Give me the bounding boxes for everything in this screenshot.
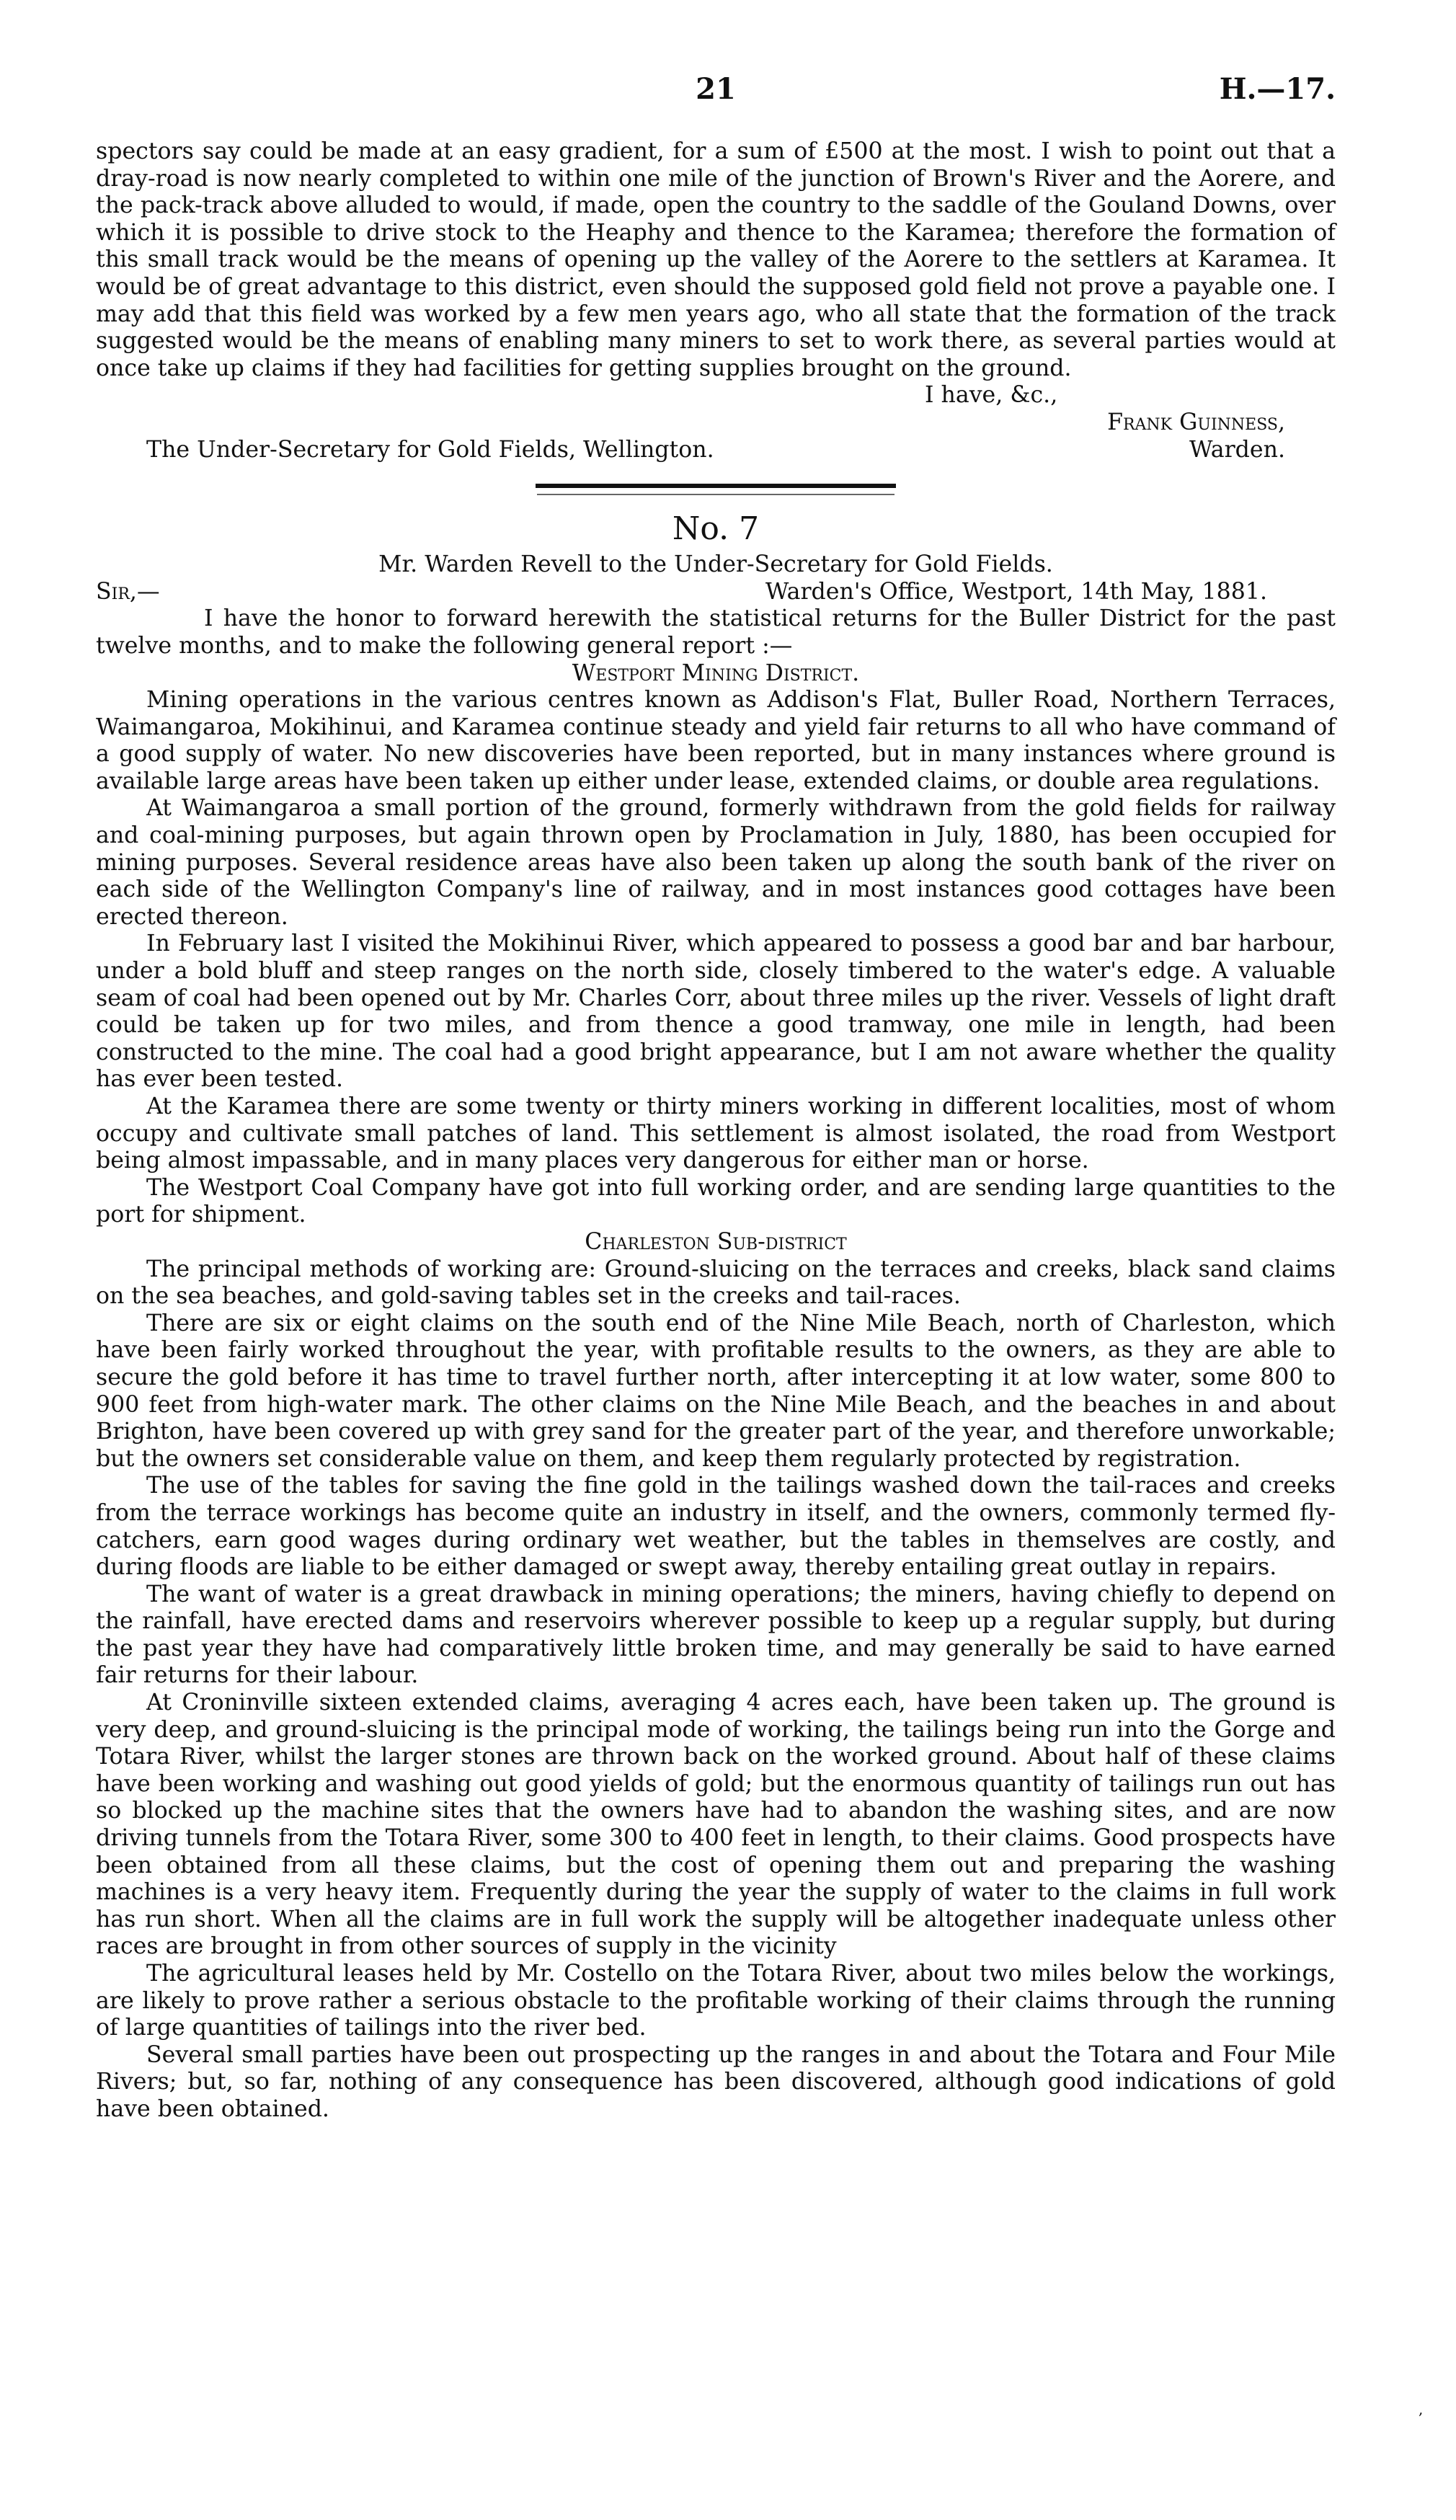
section-divider bbox=[536, 484, 896, 488]
signature: Frank Guinness, bbox=[1107, 409, 1285, 435]
salutation-line bbox=[96, 579, 1336, 606]
signatory-title: Warden. bbox=[1189, 436, 1285, 463]
paragraph: The use of the tables for saving the fine gold in the tailings washed down the tail-races and creeks from the terrace workings has become quite an industry in itself, and the owners, commonly termed fly-catchers, earn good wages during ordinary wet weather, but the tables in themselves are costly, and during floods are liable to be either damaged or swept away, thereby entailing great outlay in repairs. bbox=[96, 1473, 1336, 1581]
intro-paragraph: I have the honor to forward herewith the statistical returns for the Buller District for the past twelve months, and to make the following general report :— bbox=[96, 605, 1336, 659]
page-number: 21 bbox=[696, 72, 736, 106]
paragraph: Mining operations in the various centres known as Addison's Flat, Buller Road, Northern Terraces, Waimangaroa, Mokihinui, and Karamea continue steady and yield fair returns to all who have command of a good supply of water. No new discoveries have been reported, but in many instances where ground is available large areas have been taken up either under lease, extended claims, or double area regulations. bbox=[96, 687, 1336, 794]
addressee: The Under-Secretary for Gold Fields, Wellington. bbox=[146, 436, 714, 463]
closing-line: I have, &c., bbox=[925, 382, 1058, 409]
section-title-charleston: Charleston Sub-district bbox=[585, 1228, 847, 1255]
paragraph: Several small parties have been out prospecting up the ranges in and about the Totara and Four Mile Rivers; but, so far, nothing of any consequence has been discovered, although good indications of gold have been obtained. bbox=[96, 2041, 1336, 2122]
paragraph: The agricultural leases held by Mr. Costello on the Totara River, about two miles below the workings, are likely to prove rather a serious obstacle to the profitable working of their claims through the running of large quantities of tailings into the river bed. bbox=[96, 1961, 1336, 2041]
paragraph: At the Karamea there are some twenty or thirty miners working in different localities, most of whom occupy and cultivate small patches of land. This settlement is almost isolated, the road from Westport being almost impassable, and in many places very dangerous for either man or horse. bbox=[96, 1093, 1336, 1174]
paragraph: The principal methods of working are: Ground-sluicing on the terraces and creeks, black sand claims on the sea beaches, and gold-saving tables set in the creeks and tail-races. bbox=[96, 1256, 1336, 1310]
letter-heading: Mr. Warden Revell to the Under-Secretary for Gold Fields. bbox=[378, 551, 1053, 578]
paragraph: The want of water is a great drawback in mining operations; the miners, having chiefly to depend on the rainfall, have erected dams and reservoirs wherever possible to keep up a regular supply, but during the past year they have had comparatively little broken time, and may generally be said to have earned fair returns for their labour. bbox=[96, 1581, 1336, 1689]
addressee-line bbox=[96, 437, 1336, 464]
document-reference: H.—17. bbox=[1219, 72, 1336, 106]
paragraph: At Croninville sixteen extended claims, averaging 4 acres each, have been taken up. The ground is very deep, and ground-sluicing is the principal mode of working, the tailings being run into the Gorge and Totara River, whilst the larger stones are thrown back on the worked ground. About half of these claims have been working and washing out good yields of gold; but the enormous quantity of tailings run out has so blocked up the machine sites that the owners have had to abandon the washing sites, and are now driving tunnels from the Totara River, some 300 to 400 feet in length, to their claims. Good prospects have been obtained from all these claims, but the cost of opening them out and preparing the washing machines is a very heavy item. Frequently during the year the supply of water to the claims in full work has run short. When all the claims are in full work the supply will be altogether inadequate unless other races are brought in from other sources of supply in the vicinity bbox=[96, 1690, 1336, 1960]
document-page bbox=[96, 0, 1336, 2122]
document-body bbox=[96, 138, 1336, 2124]
paragraph: In February last I visited the Mokihinui River, which appeared to possess a good bar and bar harbour, under a bold bluff and steep ranges on the north side, closely timbered to the water's edge. A valuable seam of coal had been opened out by Mr. Charles Corr, about three miles up the river. Vessels of light draft could be taken up for two miles, and from thence a good tramway, one mile in length, had been constructed to the mine. The coal had a good bright appearance, but I am not aware whether the quality has ever been tested. bbox=[96, 931, 1336, 1093]
letter-number: No. 7 bbox=[672, 510, 760, 548]
paragraph: There are six or eight claims on the south end of the Nine Mile Beach, north of Charleston, which have been fairly worked throughout the year, with profitable results to the owners, as they are able to secure the gold before it has time to travel further north, after intercepting it at low water, some 800 to 900 feet from high-water mark. The other claims on the Nine Mile Beach, and the beaches in and about Brighton, have been covered up with grey sand for the greater part of the year, and therefore unworkable; but the owners set considerable value on them, and keep them regularly protected by registration. bbox=[96, 1310, 1336, 1472]
place-date: Warden's Office, Westport, 14th May, 1881. bbox=[765, 578, 1267, 605]
salutation: Sir,— bbox=[96, 578, 160, 605]
continued-paragraph: spectors say could be made at an easy gradient, for a sum of £500 at the most. I wish to point out that a dray-road is now nearly completed to within one mile of the junction of Brown's River and the Aorere, and the pack-track above alluded to would, if made, open the country to the saddle of the Gouland Downs, over which it is possible to drive stock to the Heaphy and thence to the Karamea; therefore the formation of this small track would be the means of opening up the valley of the Aorere to the settlers at Karamea. It would be of great advantage to this district, even should the supposed gold field not prove a payable one. I may add that this field was worked by a few men years ago, who all state that the formation of the track suggested would be the means of enabling many miners to set to work there, as several parties would at once take up claims if they had facilities for getting supplies brought on the ground. bbox=[96, 138, 1336, 381]
paragraph: At Waimangaroa a small portion of the ground, formerly withdrawn from the gold fields for railway and coal-mining purposes, but again thrown open by Proclamation in July, 1880, has been occupied for mining purposes. Several residence areas have also been taken up along the south bank of the river on each side of the Wellington Company's line of railway, and in most instances good cottages have been erected thereon. bbox=[96, 795, 1336, 930]
section-title-westport: Westport Mining District. bbox=[572, 660, 860, 686]
page-header bbox=[96, 0, 1336, 106]
paragraph: The Westport Coal Company have got into full working order, and are sending large quantities to the port for shipment. bbox=[96, 1174, 1336, 1228]
margin-mark: , bbox=[1419, 2400, 1424, 2418]
